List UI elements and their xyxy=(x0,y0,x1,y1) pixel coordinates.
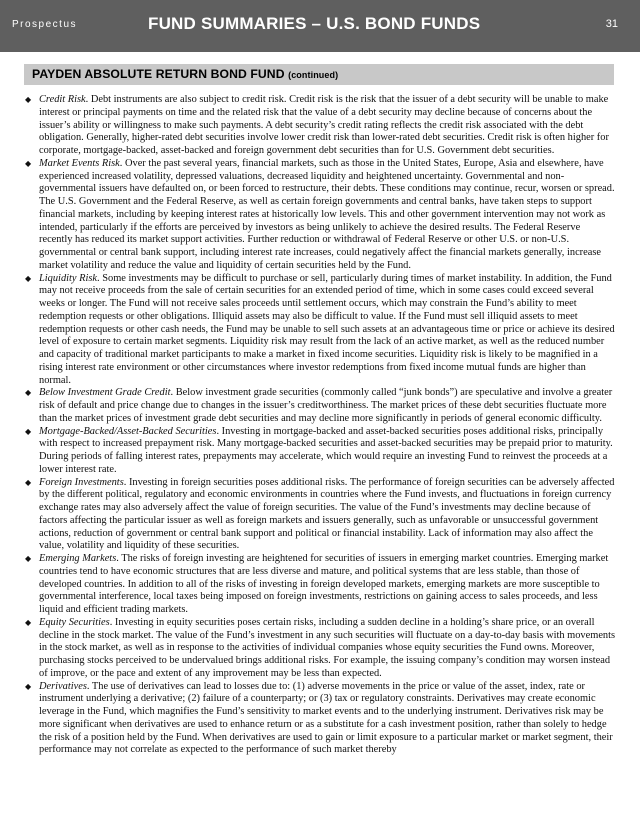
risk-item-emerging-markets: ◆ Emerging Markets. The risks of foreign investing are heightened for securities of issuers in emerging market countries. Emerging market countries tend to have economic structures that are less diverse and mature, and political systems that are less stable, than those of developed countries. In addition to all of the risks of investing in foreign developed markets, emerging markets are more susceptible to governmental interference, local taxes being imposed on foreign investments, restrictions on gaining access to sales proceeds, and less liquid and efficient trading markets. xyxy=(25,553,609,615)
page-header xyxy=(0,0,640,52)
risk-text: Some investments may be difficult to purchase or sell, particularly during times of market instability. In addition, the Fund may not receive proceeds from the sale of certain securities for an extended period of time, which in some cases could exceed several weeks or longer. The Fund will not receive sales proceeds until settlement occurs, which may constrain the Fund’s ability to meet redemption requests or other obligations. Illiquid assets may also be difficult to value. If the Fund must sell illiquid assets to meet redemption requests or other cash needs, the Fund may be unable to sell such assets at an advantageous time or price or achieve its desired level of exposure to certain market segments. Liquidity risk may result from the lack of an active market, as well as the reduced number and capacity of traditional market participants to make a market in fixed income securities. Liquidity risk is likely to be magnified in a rising interest rate environment or other circumstances where investor redemptions from fixed income mutual funds are higher than normal. xyxy=(39,272,615,386)
risk-item-equity-securities: ◆ Equity Securities. Investing in equity securities poses certain risks, including a sudden decline in a holding’s share price, or an overall decline in the stock market. The value of the Fund’s investment in any such securities will fluctuate on a day-to-day basis with movements in the stock market, as well as in response to the activities of individual companies whose equity securities the Fund owns. Moreover, purchasing stocks perceived to be undervalued brings additional risks. For example, the issuing company’s condition may worsen instead of improve, or the pace and extent of any improvement may be less than expected. xyxy=(25,616,616,679)
diamond-bullet-icon: ◆ xyxy=(25,273,32,283)
risk-text: Over the past several years, financial markets, such as those in the United States, Europe, Asia and elsewhere, have experienced increased volatility, depressed valuations, decreased liquidity and heightened uncertainty. Governmental and non-governmental issuers have defaulted on, or been forced to restructure, their debts. These conditions may continue, recur, worsen or spread. The U.S. Government and the Federal Reserve, as well as certain foreign governments and central banks, have taken steps to support financial markets, including by keeping interest rates at historically low levels. This and other government intervention may not work as intended, particularly if the efforts are perceived by investors as being unlikely to achieve the desired results. The Federal Reserve recently has reduced its market support activities. Further reduction or withdrawal of Federal Reserve or other U.S. or non-U.S. governmental or central bank support, including interest rate increases, could negatively affect the financial markets generally, increase market volatility and reduce the value and liquidity of certain securities held by the Fund. xyxy=(39,157,615,271)
diamond-bullet-icon: ◆ xyxy=(25,158,32,168)
fund-name: PAYDEN ABSOLUTE RETURN BOND FUND xyxy=(32,67,285,81)
risk-text: The use of derivatives can lead to losses due to: (1) adverse movements in the price or value of the asset, index, rate or instrument underlying a derivative; (2) failure of a counterparty; or (3) tax or regulatory constraints. Derivatives may create economic leverage in the Fund, which magnifies the Fund’s sensitivity to market events and to the underlying instrument. Derivatives risk may be more significant when derivatives are used to enhance return or as a substitute for a cash investment position, rather than solely to hedge the risk of a position held by the Fund. When derivatives are used to gain or limit exposure to a particular market or market segment, their performance may not correlate as expected to the performance of such market thereby xyxy=(39,680,613,756)
fund-section-bar xyxy=(24,64,614,85)
continued-label: (continued) xyxy=(288,70,339,80)
risk-list xyxy=(22,94,616,757)
risk-term: Market Events Risk xyxy=(39,157,120,169)
fund-name-heading xyxy=(32,67,338,81)
diamond-bullet-icon: ◆ xyxy=(25,95,32,104)
risk-term: Liquidity Risk xyxy=(39,272,98,284)
risk-text: Investing in mortgage-backed and asset-backed securities poses additional risks, principally with respect to increased prepayment risk. Many mortgage-backed securities and asset-backed securities may be prepaid prior to maturity. During periods of falling interest rates, prepayments may accelerate, which would require an investing Fund to reinvest the proceeds at a lower interest rate. xyxy=(39,425,613,475)
risk-text: Debt instruments are also subject to credit risk. Credit risk is the risk that the issuer of a debt security will be unable to make interest or principal payments on time and the related risk that the value of a debt security may decline because of concerns about the issuer’s ability or willingness to make such payments. A debt security’s credit rating reflects the credit risk associated with the debt obligation. Generally, higher-rated debt securities involve lower credit risk than lower-rated debt securities. Credit risk is often higher for corporate, mortgage-backed, asset-backed and foreign government debt securities than for U.S. Government debt securities. xyxy=(39,94,609,156)
diamond-bullet-icon: ◆ xyxy=(25,681,32,691)
risk-item-credit: ◆ Credit Risk. Debt instruments are also subject to credit risk. Credit risk is the risk that the issuer of a debt security will be unable to make interest or principal payments on time and the related risk that the value of a debt security may decline because of concerns about the issuer’s ability or willingness to make such payments. A debt security’s credit rating reflects the credit risk associated with the debt obligation. Generally, higher-rated debt securities involve lower credit risk than lower-rated debt securities. Credit risk is often higher for corporate, mortgage-backed, asset-backed and foreign government debt securities than for U.S. Government debt securities. xyxy=(25,94,609,156)
risk-item-market-events: ◆ Market Events Risk. Over the past several years, financial markets, such as those in the United States, Europe, Asia and elsewhere, have experienced increased volatility, depressed valuations, decreased liquidity and heightened uncertainty. Governmental and non-governmental issuers have defaulted on, or been forced to restructure, their debts. These conditions may continue, recur, worsen or spread. The U.S. Government and the Federal Reserve, as well as certain foreign governments and central banks, have taken steps to support financial markets, including by keeping interest rates at historically low levels. This and other government intervention may not work as intended, particularly if the efforts are perceived by investors as being unlikely to achieve the desired results. The Federal Reserve recently has reduced its market support activities. Further reduction or withdrawal of Federal Reserve or other U.S. or non-U.S. governmental or central bank support, including interest rate increases, could negatively affect the financial markets generally, increase market volatility and reduce the value and liquidity of certain securities held by the Fund. xyxy=(25,157,615,271)
risk-item-below-investment-grade: ◆ Below Investment Grade Credit. Below investment grade securities (commonly called “junk bonds”) are speculative and involve a greater risk of default and price change due to changes in the issuer’s creditworthiness. The market prices of these debt securities fluctuate more than the market prices of investment grade debt securities and may decline more significantly in periods of general economic difficulty. xyxy=(25,387,613,424)
risk-text: Investing in foreign securities poses additional risks. The performance of foreign securities can be adversely affected by the different political, regulatory and economic environments in countries where the Fund invests, and fluctuations in foreign currency exchange rates may also adversely affect the value of foreign securities. The value of the Fund’s investments may decline because of factors affecting the particular issuer as well as foreign markets and issuers generally, such as unfavorable or unsuccessful government actions, reduction of government or central bank support and political or financial instability. Lack of information may also affect the value, volatility and liquidity of these securities. xyxy=(39,476,615,552)
risk-term: Mortgage-Backed/Asset-Backed Securities xyxy=(39,425,217,437)
risk-term: Emerging Markets xyxy=(39,553,117,564)
risk-item-foreign-investments: ◆ Foreign Investments. Investing in foreign securities poses additional risks. The performance of foreign securities can be adversely affected by the different political, regulatory and economic environments in countries where the Fund invests, and fluctuations in foreign currency exchange rates may also adversely affect the value of foreign securities. The value of the Fund’s investments may decline because of factors affecting the particular issuer as well as foreign markets and issuers generally, such as unfavorable or unsuccessful government actions, reduction of government or central bank support and political or financial instability. Lack of information may also affect the value, volatility and liquidity of these securities. xyxy=(25,476,615,552)
page-title: FUND SUMMARIES – U.S. BOND FUNDS xyxy=(148,14,481,33)
risk-item-derivatives: ◆ Derivatives. The use of derivatives can lead to losses due to: (1) adverse movements in the price or value of the asset, index, rate or instrument underlying a derivative; (2) failure of a counterparty; or (3) tax or regulatory constraints. Derivatives may create economic leverage in the Fund, which magnifies the Fund’s sensitivity to market events and to the underlying instrument. Derivatives risk may be more significant when derivatives are used to enhance return or as a substitute for a cash investment position, rather than solely to hedge the risk of a position held by the Fund. When derivatives are used to gain or limit exposure to a particular market or market segment, their performance may not correlate as expected to the performance of such market thereby xyxy=(25,680,613,756)
risk-text: Investing in equity securities poses certain risks, including a sudden decline in a holding’s share price, or an overall decline in the stock market. The value of the Fund’s investment in any such securities will fluctuate on a day-to-day basis with movements in the stock market, as well as in response to the activities of individual companies whose equity securities the Fund owns. Moreover, purchasing stocks perceived to be undervalued brings additional risks. For example, the issuing company’s condition may worsen instead of improve, or the pace and extent of any improvement may be less than expected. xyxy=(39,616,616,679)
risk-term: Equity Securities xyxy=(39,616,110,628)
risk-text: The risks of foreign investing are heightened for securities of issuers in emerging market countries. Emerging market countries tend to have economic structures that are less diverse and mature, and political systems that are less stable, than those of developed countries. In addition to all of the risks of investing in foreign developed markets, emerging markets are more susceptible to governmental interference, local taxes being imposed on foreign investments, restrictions on gaining access to sales proceeds, and less liquid and efficient trading markets. xyxy=(39,553,609,615)
diamond-bullet-icon: ◆ xyxy=(25,477,32,487)
diamond-bullet-icon: ◆ xyxy=(25,426,32,436)
risk-item-mortgage-asset-backed: ◆ Mortgage-Backed/Asset-Backed Securities. Investing in mortgage-backed and asset-backed securities poses additional risks, principally with respect to increased prepayment risk. Many mortgage-backed securities and asset-backed securities may be prepaid prior to maturity. During periods of falling interest rates, prepayments may accelerate, which would require an investing Fund to reinvest the proceeds at a lower interest rate. xyxy=(25,425,613,475)
diamond-bullet-icon: ◆ xyxy=(25,617,32,627)
document-label: Prospectus xyxy=(12,19,78,30)
diamond-bullet-icon: ◆ xyxy=(25,554,32,563)
risk-term: Derivatives xyxy=(39,680,87,692)
diamond-bullet-icon: ◆ xyxy=(25,388,32,398)
risk-term: Foreign Investments xyxy=(39,476,124,488)
risk-term: Below Investment Grade Credit xyxy=(39,387,171,399)
risk-item-liquidity: ◆ Liquidity Risk. Some investments may be difficult to purchase or sell, particularly during times of market instability. In addition, the Fund may not receive proceeds from the sale of certain securities for an extended period of time, which in some cases could exceed several weeks or longer. The Fund will not receive sales proceeds until settlement occurs, which may constrain the Fund’s ability to meet redemption requests or other obligations. Illiquid assets may also be difficult to value. If the Fund must sell illiquid assets to meet redemption requests or other cash needs, the Fund may be unable to sell such assets at an advantageous time or price or achieve its desired level of exposure to certain market segments. Liquidity risk may result from the lack of an active market, as well as the reduced number and capacity of traditional market participants to make a market in fixed income securities. Liquidity risk is likely to be magnified in a rising interest rate environment or other circumstances where investor redemptions from fixed income mutual funds are higher than normal. xyxy=(25,272,615,386)
page-number: 31 xyxy=(605,18,618,30)
risk-term: Credit Risk xyxy=(39,94,86,105)
risk-text: Below investment grade securities (commonly called “junk bonds”) are speculative and involve a greater risk of default and price change due to changes in the issuer’s creditworthiness. The market prices of these debt securities fluctuate more than the market prices of investment grade debt securities and may decline more significantly in periods of general economic difficulty. xyxy=(39,387,613,424)
